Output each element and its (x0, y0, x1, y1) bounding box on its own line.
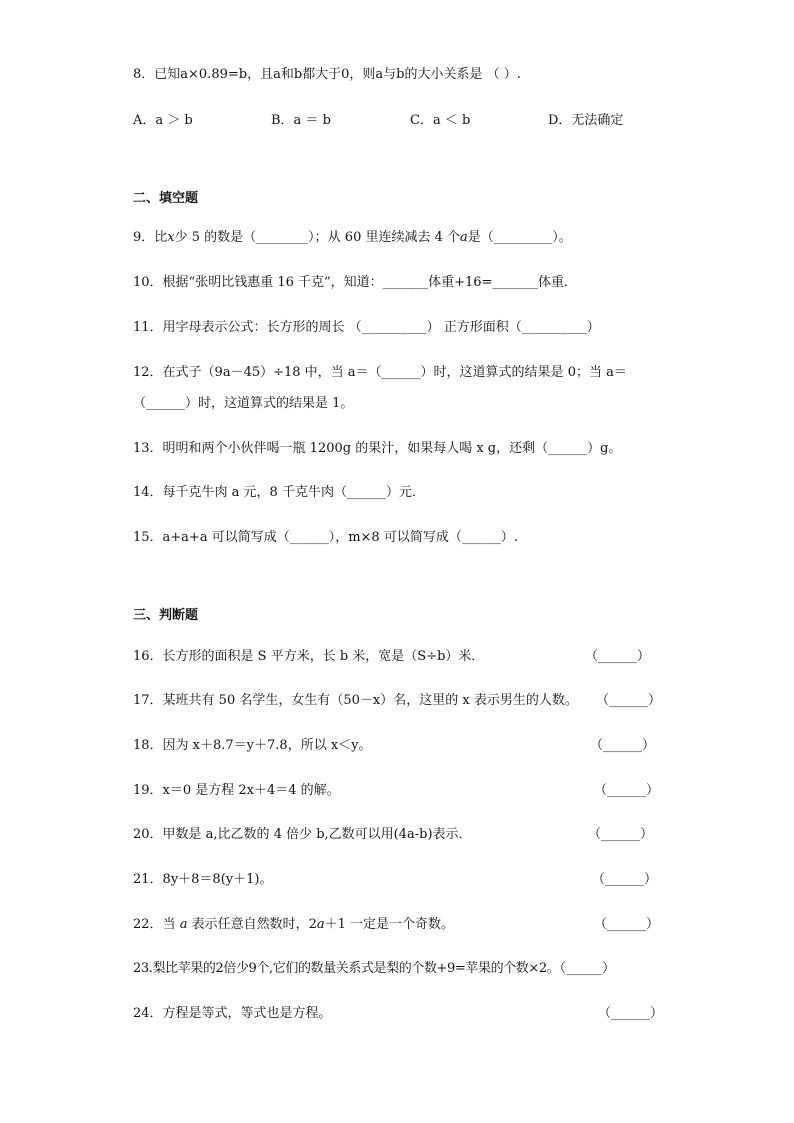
question-20: 20．甲数是 a,比乙数的 4 倍少 b,乙数可以用(4a-b)表示． (133, 827, 472, 842)
answer-bracket-23: （______） (559, 961, 615, 976)
option-a: A．a ＞ b (133, 113, 193, 128)
question-18: 18．因为 x＋8.7＝y＋7.8，所以 x＜y。 (133, 738, 372, 753)
question-11: 11．用字母表示公式：长方形的周长 （__________） 正方形面积（__________） (133, 320, 600, 335)
answer-bracket-16: （______） (585, 649, 651, 664)
question-24: 24．方程是等式，等式也是方程。 (133, 1006, 332, 1021)
section-heading-fill-in: 二、填空题 (133, 191, 199, 206)
section-heading-true-false: 三、判断题 (133, 608, 199, 623)
answer-bracket-17: （______） (596, 693, 662, 708)
question-10: 10．根据“张明比钱惠重 16 千克”，知道：_______体重+16=_______体重． (133, 275, 577, 290)
question-23: 23.梨比苹果的2倍少9个,它们的数量关系式是梨的个数+9=苹果的个数×2。（______） (133, 961, 615, 976)
question-17: 17．某班共有 50 名学生，女生有（50－x）名，这里的 x 表示男生的人数。 (133, 693, 578, 708)
answer-bracket-22: （______） (594, 917, 660, 932)
answer-bracket-24: （______） (598, 1006, 664, 1021)
option-c: C．a ＜ b (410, 113, 471, 128)
option-d: D．无法确定 (548, 113, 624, 128)
question-12-line2: （______）时，这道算式的结果是 1。 (133, 396, 354, 411)
option-b: B．a ＝ b (271, 113, 331, 128)
question-22: 22．当 a 表示任意自然数时，2a＋1 一定是一个奇数。 (133, 917, 455, 932)
question-9: 9．比x少 5 的数是（________）；从 60 里连续减去 4 个a是（_________）。 (133, 230, 572, 245)
answer-bracket-21: （______） (592, 872, 658, 887)
question-8-stem: 8．已知a×0.89=b，且a和b都大于0，则a与b的大小关系是 （ ）. (133, 67, 521, 82)
question-16: 16．长方形的面积是 S 平方米，长 b 米，宽是（S÷b）米． (133, 649, 485, 664)
answer-bracket-20: （______） (588, 827, 654, 842)
question-14: 14．每千克牛肉 a 元，8 千克牛肉（______）元． (133, 485, 425, 500)
question-15: 15．a+a+a 可以简写成（______），m×8 可以简写成（______）. (133, 530, 518, 545)
question-21: 21．8y＋8＝8(y＋1)。 (133, 872, 273, 887)
answer-bracket-18: （______） (590, 738, 656, 753)
question-19: 19．x＝0 是方程 2x＋4＝4 的解。 (133, 783, 340, 798)
question-12-line1: 12．在式子（9a－45）÷18 中，当 a＝（______）时，这道算式的结果是 0；当 a＝ (133, 365, 627, 380)
answer-bracket-19: （______） (594, 783, 660, 798)
question-13: 13．明明和两个小伙伴喝一瓶 1200g 的果汁，如果每人喝 x g，还剩（______）g。 (133, 441, 622, 456)
